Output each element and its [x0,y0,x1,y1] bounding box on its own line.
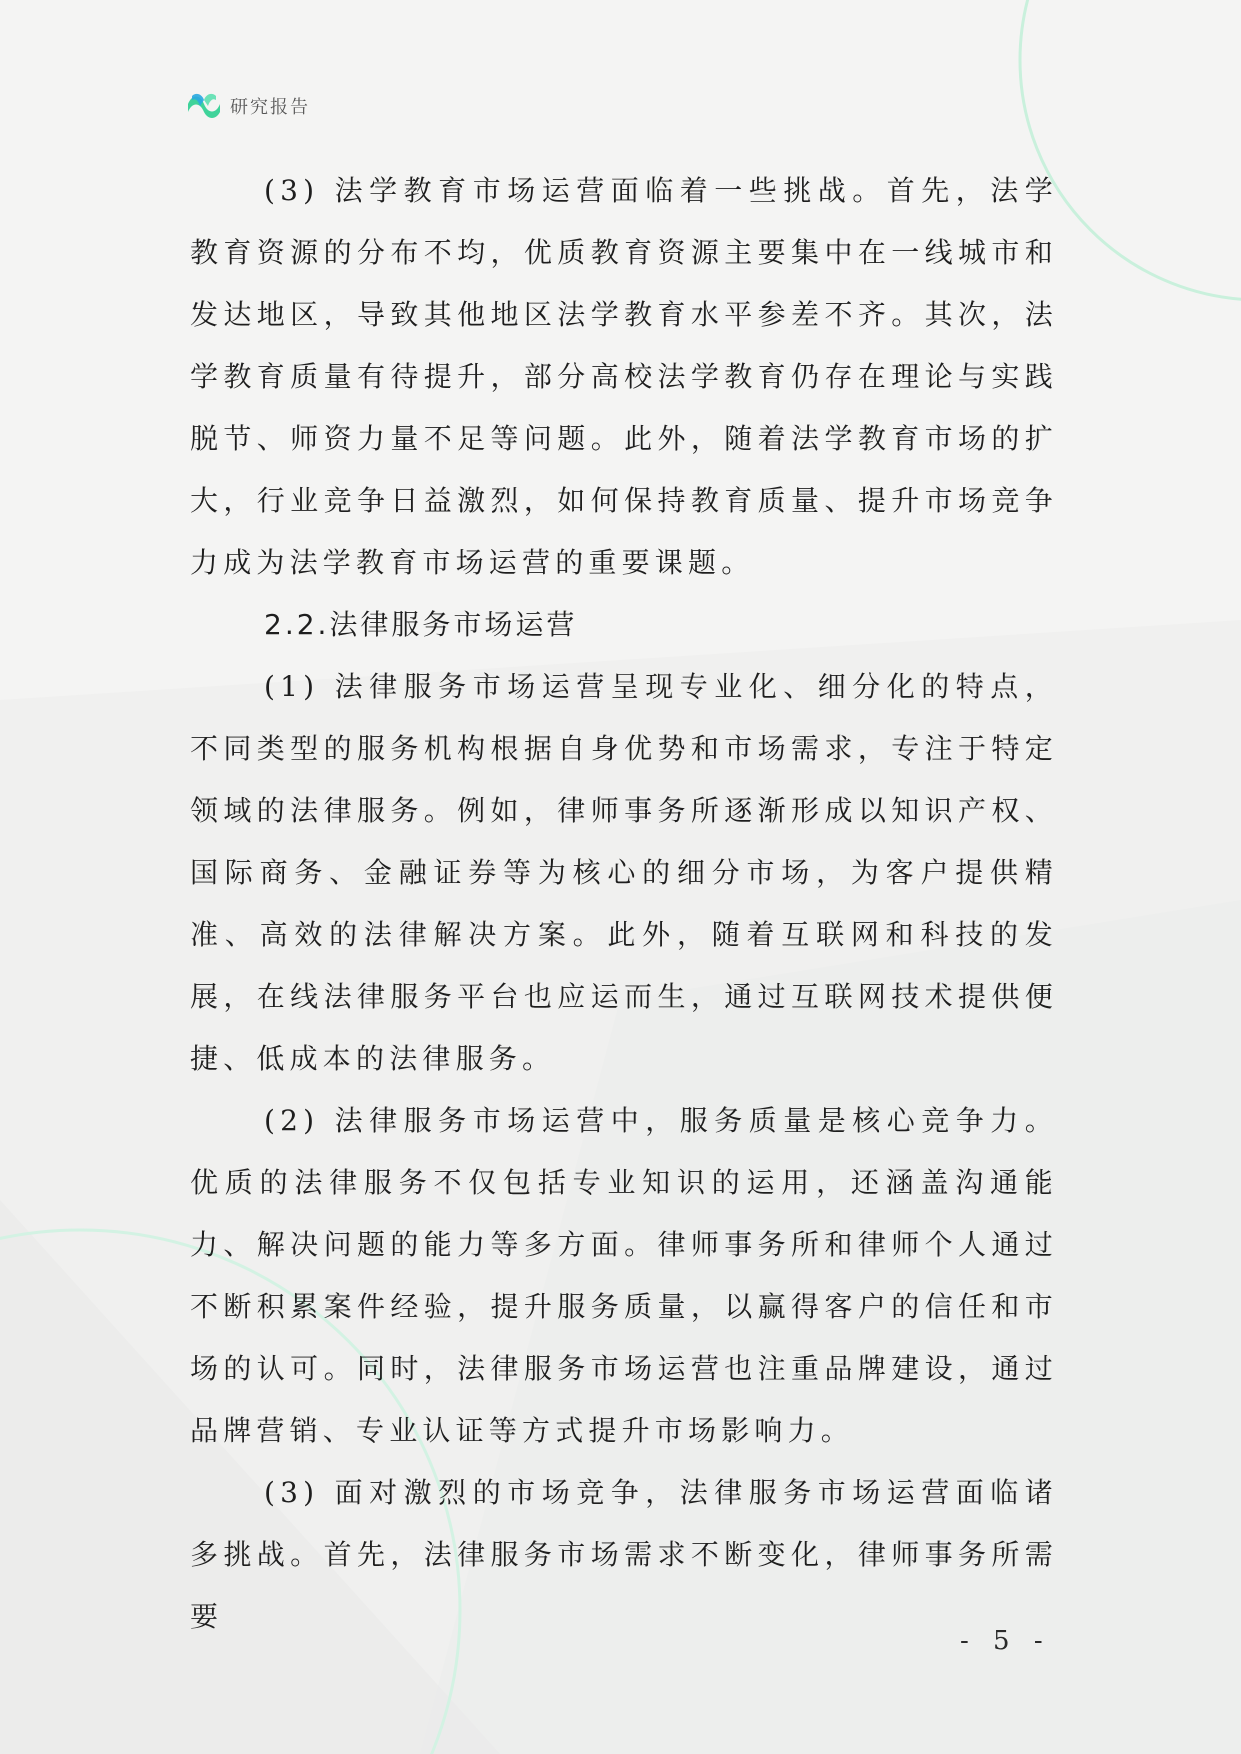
report-header [186,88,310,124]
logo-icon [186,90,222,122]
header-title: 研究报告 [230,97,310,118]
paragraph-service-quality: (2) 法律服务市场运营中，服务质量是核心竞争力。优质的法律服务不仅包括专业知识的运用，还涵盖沟通能力、解决问题的能力等多方面。律师事务所和律师个人通过不断积累案件经验，提升服务质量，以赢得客户的信任和市场的认可。同时，法律服务市场运营也注重品牌建设，通过品牌营销、专业认证等方式提升市场影响力。 [190,1104,1058,1447]
paragraph-service-specialization: (1) 法律服务市场运营呈现专业化、细分化的特点，不同类型的服务机构根据自身优势和市场需求，专注于特定领域的法律服务。例如，律师事务所逐渐形成以知识产权、国际商务、金融证券等为核心的细分市场，为客户提供精准、高效的法律解决方案。此外，随着互联网和科技的发展，在线法律服务平台也应运而生，通过互联网技术提供便捷、低成本的法律服务。 [190,670,1058,1075]
paragraph-service-challenges: (3) 面对激烈的市场竞争，法律服务市场运营面临诸多挑战。首先，法律服务市场需求不断变化，律师事务所需要 [190,1476,1058,1633]
page-number: - 5 - [960,1626,1051,1656]
paragraph-education-challenges: (3) 法学教育市场运营面临着一些挑战。首先，法学教育资源的分布不均，优质教育资源主要集中在一线城市和发达地区，导致其他地区法学教育水平参差不齐。其次，法学教育质量有待提升，部分高校法学教育仍存在理论与实践脱节、师资力量不足等问题。此外，随着法学教育市场的扩大，行业竞争日益激烈，如何保持教育质量、提升市场竞争力成为法学教育市场运营的重要课题。 [190,174,1058,579]
document-body [190,160,1058,1648]
section-heading: 2.2.法律服务市场运营 [264,608,578,641]
